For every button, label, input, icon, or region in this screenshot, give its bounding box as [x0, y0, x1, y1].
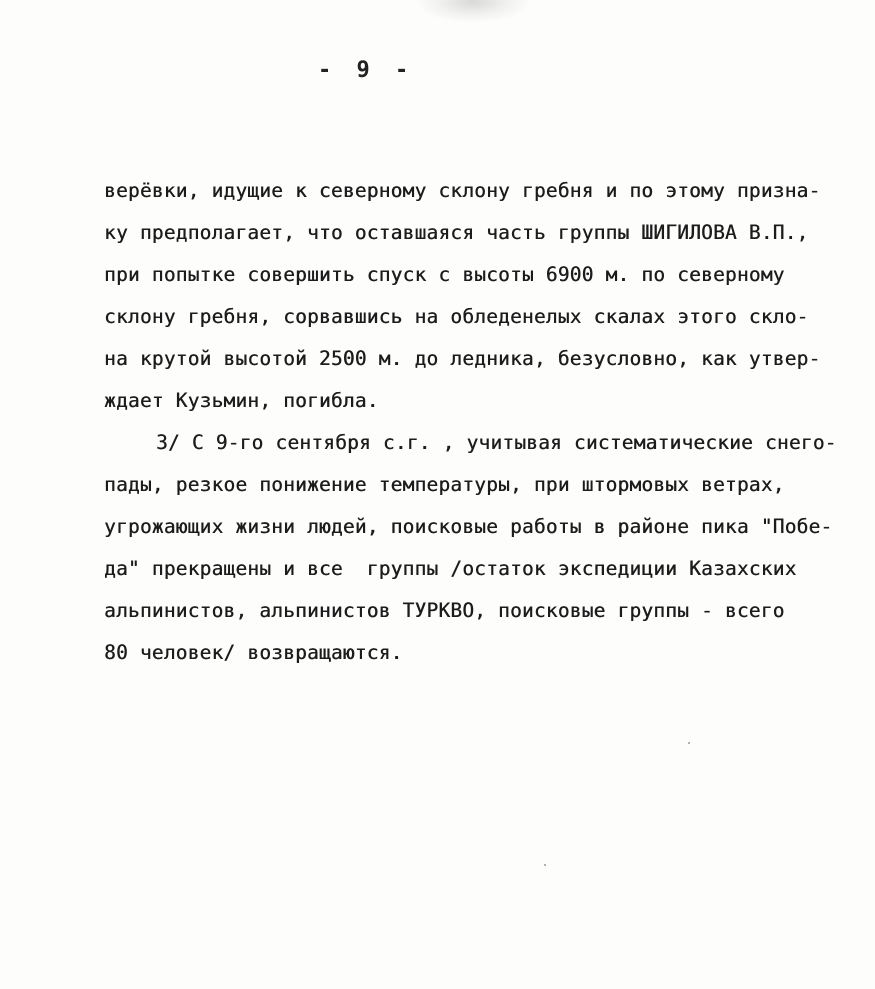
text-line: на крутой высотой 2500 м. до ледника, безусловно, как утвер-	[104, 347, 821, 370]
text-line: верёвки, идущие к северному склону гребня и по этому призна-	[104, 179, 821, 202]
text-line: да" прекращены и все группы /остаток экспедиции Казахских	[104, 557, 797, 580]
page-number: - 9 -	[318, 58, 415, 83]
text-line: 80 человек/ возвращаются.	[104, 641, 403, 664]
paragraph-start-line: 3/ С 9-го сентября с.г. , учитывая систематические снего-	[156, 431, 837, 454]
text-line: альпинистов, альпинистов ТУРКВО, поисковые группы - всего	[104, 599, 785, 622]
text-line: склону гребня, сорвавшись на обледенелых скалах этого скло-	[104, 305, 809, 328]
text-line: ку предполагает, что оставшаяся часть группы ШИГИЛОВА В.П.,	[104, 221, 809, 244]
paper-speck	[544, 864, 546, 866]
paper-speck	[688, 742, 690, 744]
text-line: угрожающих жизни людей, поисковые работы в районе пика "Побе-	[104, 515, 833, 538]
text-line: ждает Кузьмин, погибла.	[104, 389, 379, 412]
body-text	[104, 170, 875, 674]
text-line: при попытке совершить спуск с высоты 6900 м. по северному	[104, 263, 785, 286]
paper-smudge	[418, 0, 528, 22]
text-line: пады, резкое понижение температуры, при штормовых ветрах,	[104, 473, 785, 496]
